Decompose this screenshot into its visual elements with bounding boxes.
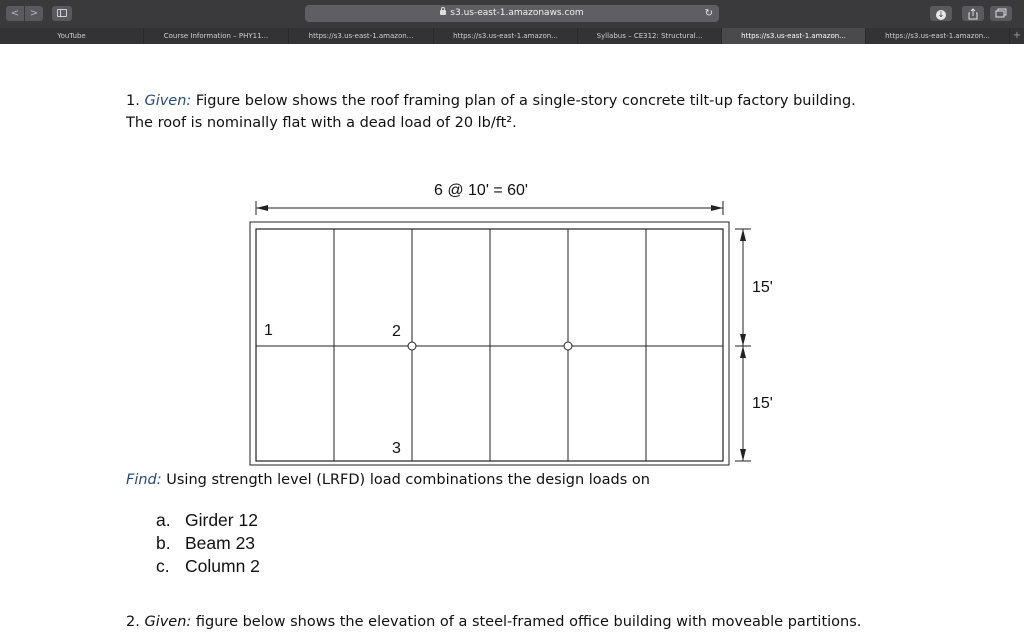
span-dimension xyxy=(256,201,723,215)
list-item xyxy=(156,509,260,532)
sidebar-toggle-button[interactable] xyxy=(52,6,72,21)
given-text: Figure below shows the roof framing plan of a single-story concrete tilt-up factory building. xyxy=(191,93,856,109)
tab-label: https://s3.us-east-1.amazon... xyxy=(308,32,414,40)
forward-icon: > xyxy=(29,8,39,19)
tab-label: Syllabus – CE312: Structural... xyxy=(596,32,703,40)
column-node-right xyxy=(564,342,572,350)
lock-icon xyxy=(440,10,446,15)
tab-label: Course Information – PHY11... xyxy=(163,32,269,40)
tab-label: https://s3.us-east-1.amazon... xyxy=(885,32,990,40)
problem-2-number: 2. xyxy=(126,614,140,630)
document-page xyxy=(0,44,1024,640)
tab-s3-1[interactable] xyxy=(289,28,434,44)
list-marker: a. xyxy=(156,510,171,530)
sidebar-icon xyxy=(57,9,67,17)
address-bar[interactable] xyxy=(305,5,719,22)
bay-label-bottom: 15' xyxy=(752,395,773,412)
plus-icon: + xyxy=(1012,30,1022,41)
find-text: Using strength level (LRFD) load combinations the design loads on xyxy=(161,472,650,488)
new-tab-button[interactable] xyxy=(1010,28,1024,44)
tab-label: https://s3.us-east-1.amazon... xyxy=(741,32,846,40)
tabs-overview-icon xyxy=(995,8,1007,18)
node-label-2: 2 xyxy=(392,323,401,340)
find-statement xyxy=(126,472,650,488)
browser-chrome xyxy=(0,0,1024,44)
list-text: Girder 12 xyxy=(185,510,258,530)
node-label-3: 3 xyxy=(392,440,401,457)
plan-grid xyxy=(256,229,723,461)
bay-label-top: 15' xyxy=(752,279,773,296)
back-icon: < xyxy=(10,8,20,19)
tab-s3-2[interactable] xyxy=(434,28,578,44)
roof-framing-plan xyxy=(0,44,1024,640)
tab-label: YouTube xyxy=(57,32,86,40)
tab-overview-button[interactable] xyxy=(990,6,1012,21)
problem-1-line-2: The roof is nominally flat with a dead load of 20 lb/ft². xyxy=(126,115,517,131)
problem-2-given xyxy=(126,614,861,630)
find-items xyxy=(156,509,260,578)
list-marker: b. xyxy=(156,533,171,553)
back-button[interactable] xyxy=(6,6,24,21)
forward-button[interactable] xyxy=(25,6,43,21)
reload-icon[interactable]: ↻ xyxy=(704,8,713,19)
node-label-1: 1 xyxy=(264,322,273,339)
list-text: Beam 23 xyxy=(185,533,256,553)
given-label: Given: xyxy=(144,614,192,630)
tab-syllabus[interactable] xyxy=(578,28,722,44)
tab-s3-active[interactable] xyxy=(722,28,866,44)
list-item xyxy=(156,532,260,555)
tab-s3-3[interactable] xyxy=(866,28,1010,44)
list-text: Column 2 xyxy=(185,556,260,576)
tab-label: https://s3.us-east-1.amazon... xyxy=(453,32,558,40)
find-label: Find: xyxy=(126,472,162,488)
tab-course-information[interactable] xyxy=(144,28,289,44)
list-item xyxy=(156,555,260,578)
url-text: s3.us-east-1.amazonaws.com xyxy=(450,8,584,18)
share-button[interactable] xyxy=(962,6,984,21)
bay-dimension xyxy=(735,229,751,461)
given-label: Given: xyxy=(144,93,192,109)
tab-bar xyxy=(0,28,1024,44)
problem-1-number: 1. xyxy=(126,93,140,109)
download-icon: ↓ xyxy=(937,10,945,19)
given-text: figure below shows the elevation of a steel-framed office building with moveable partitions. xyxy=(191,614,862,630)
column-node-2 xyxy=(408,342,416,350)
tab-youtube[interactable] xyxy=(0,28,144,44)
span-label: 6 @ 10' = 60' xyxy=(434,182,528,199)
browser-toolbar xyxy=(0,0,1024,28)
share-icon xyxy=(968,8,978,20)
list-marker: c. xyxy=(156,556,170,576)
downloads-button[interactable] xyxy=(930,6,952,21)
